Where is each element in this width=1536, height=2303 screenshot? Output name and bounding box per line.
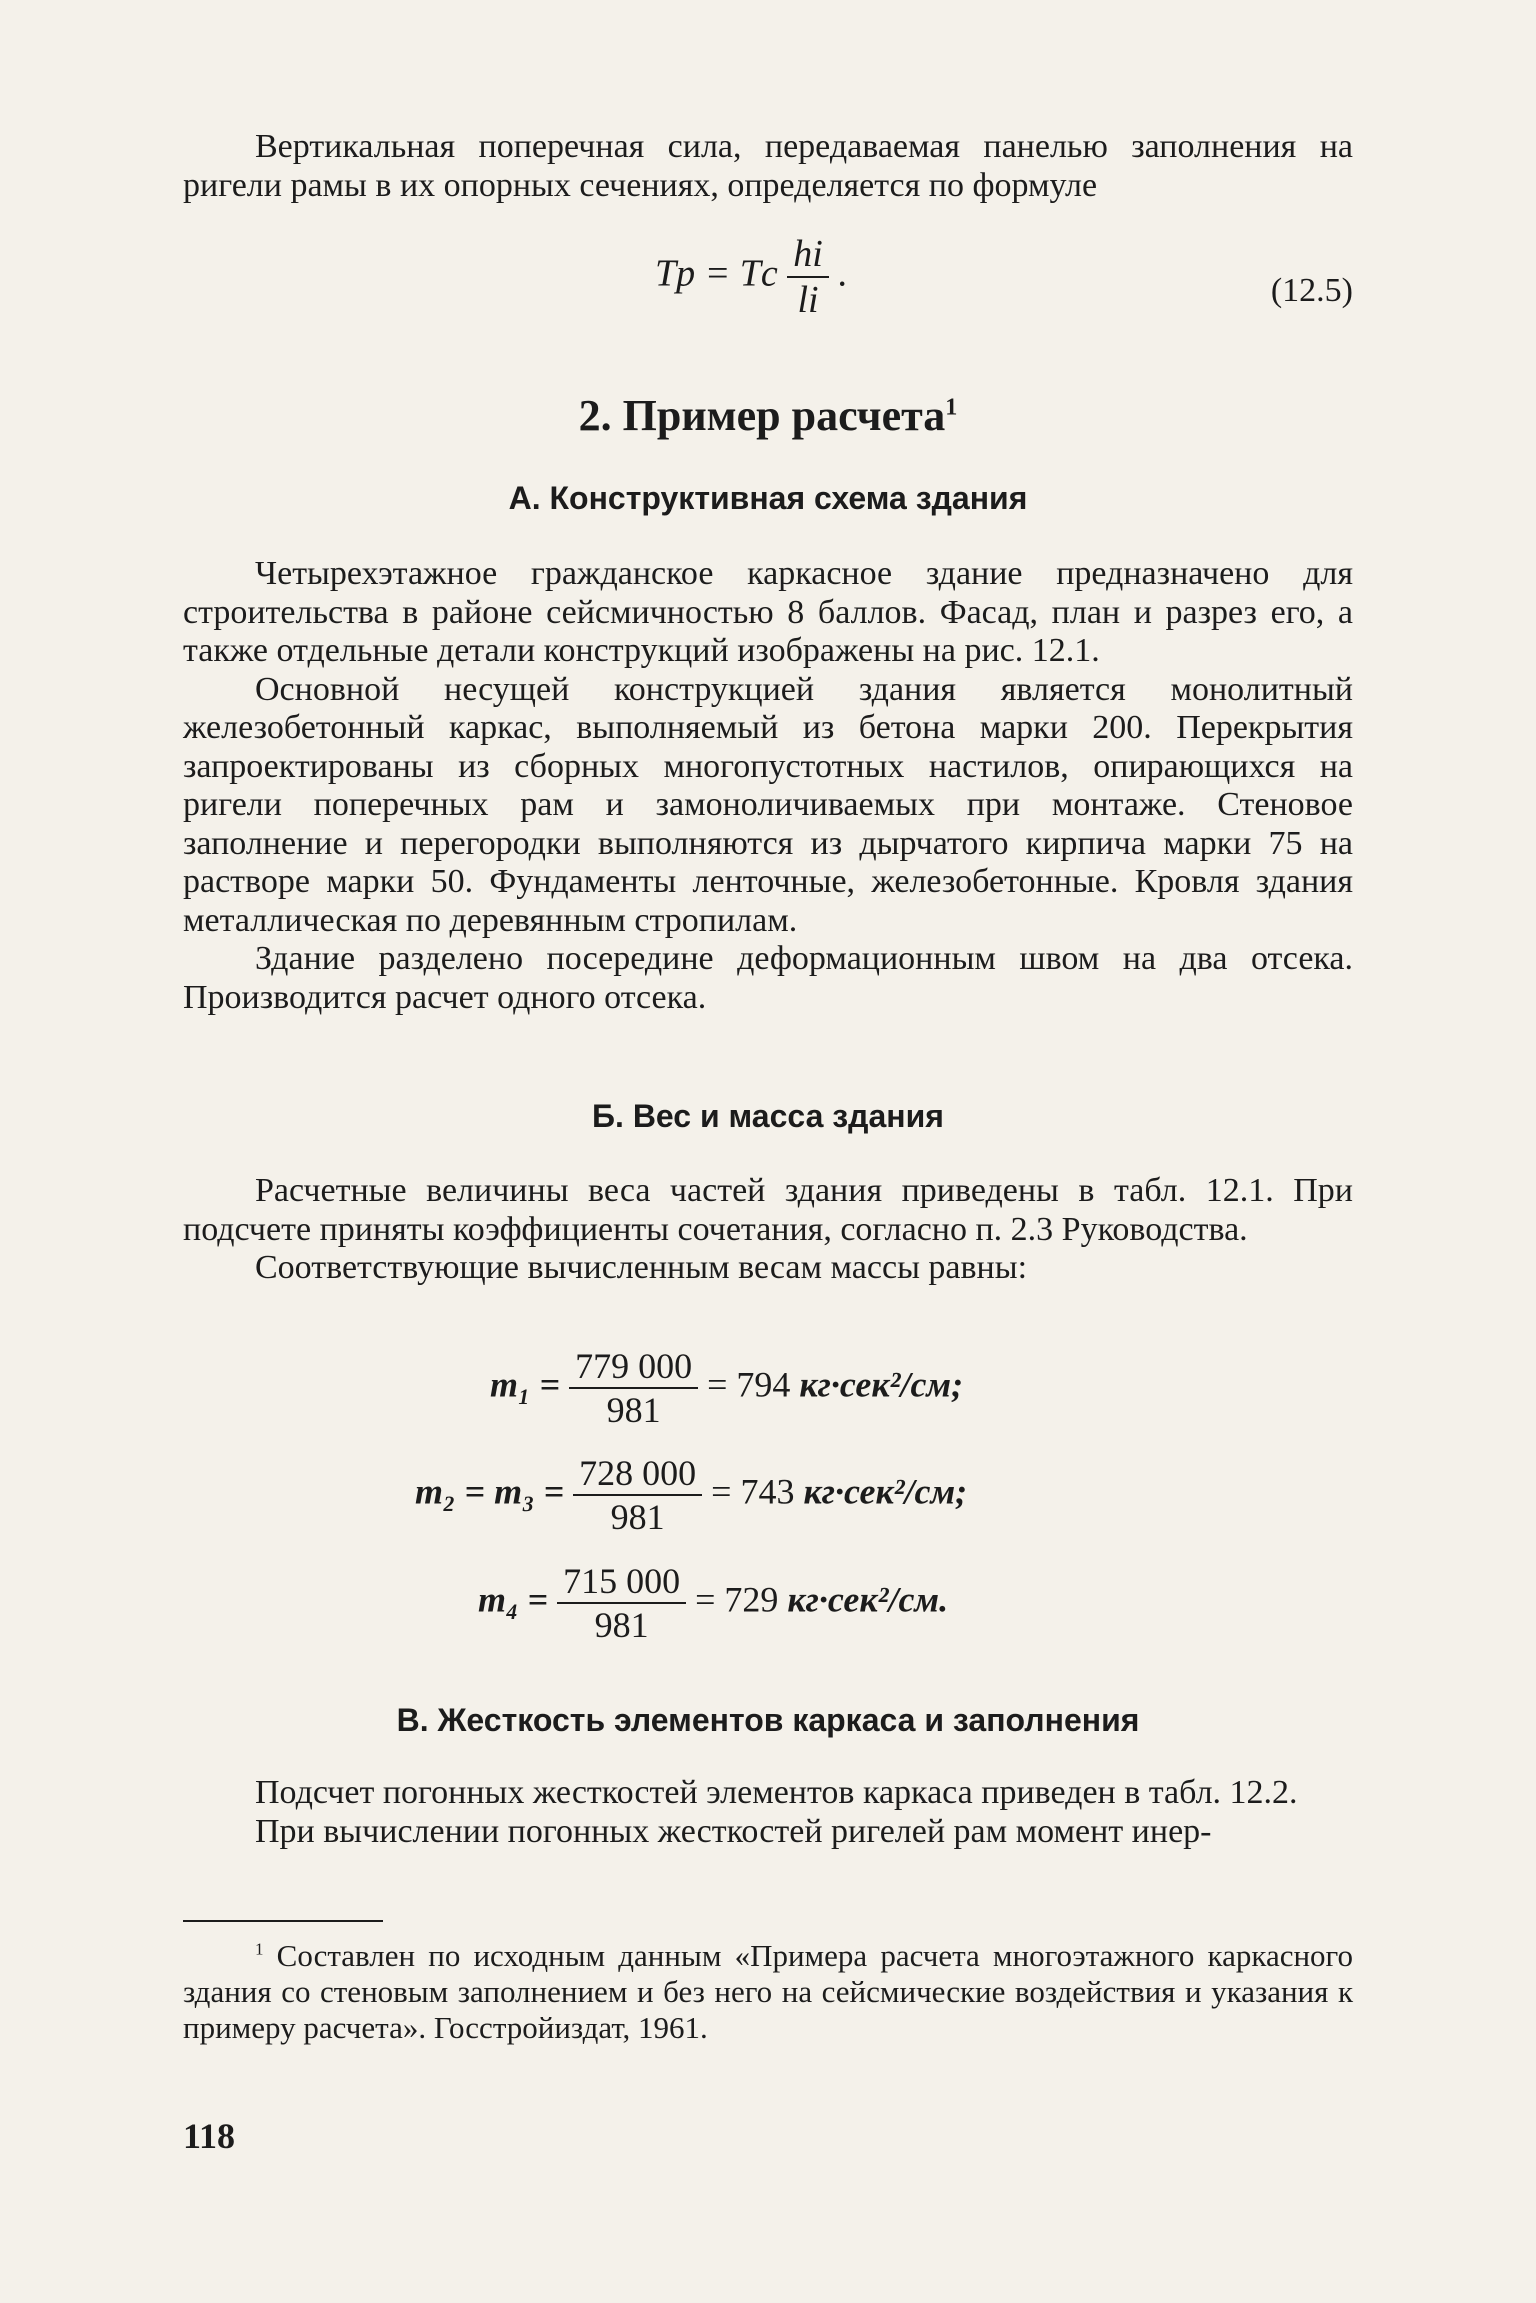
footnote-ref: 1 [945,393,958,421]
formula-fraction [787,232,829,322]
mass-3-denominator: 981 [594,1605,649,1645]
section-a-paragraph-1: Четырехэтажное гражданское каркасное здание предназначено для строительства в районе сейсмичностью 8 баллов. Фасад, план и разрез его, а также отдельные детали конструкций изображены на рис. 12.1. [183,555,1353,669]
section-v-body [183,1774,1353,1851]
formula-denominator: li [797,279,819,321]
mass-3-lhs: m₄ = [478,1579,549,1620]
mass-3-numerator: 715 000 [557,1560,686,1604]
section-title [183,390,1353,441]
footnote-paragraph [183,1938,1353,2046]
formula-12-5 [655,232,848,322]
mass-2-denominator: 981 [610,1497,665,1537]
section-v-paragraph-1: Подсчет погонных жесткостей элементов каркаса приведен в табл. 12.2. [255,1774,1298,1811]
heading-b: Б. Вес и масса здания [592,1098,944,1134]
section-a-paragraph-2: Основной несущей конструкцией здания является монолитный железобетонный каркас, выполняемый из бетона марки 200. Перекрытия запроектированы из сборных многопустотных настилов, опирающихся на ригели поперечных рам и замоноличиваемых при монтаже. Стеновое заполнение и перегородки выполняются из дырчатого кирпича марки 75 на растворе марки 50. Фундаменты ленточные, железобетонные. Кровля здания металлическая по деревянным стропилам. [183,670,1353,939]
footnote-text: Составлен по исходным данным «Примера расчета многоэтажного каркасного здания со стеновым заполнением и без него на сейсмические воздействия и указания к примеру расчета». Госстройиздат, 1961. [183,1938,1353,2045]
mass-1-unit: кг·сек²/см; [799,1364,964,1405]
heading-a: А. Конструктивная схема здания [508,480,1028,516]
mass-2-unit: кг·сек²/см; [803,1471,968,1512]
section-b-paragraph-2: Соответствующие вычисленным весам массы равны: [255,1249,1028,1286]
mass-3-fraction [557,1560,686,1646]
section-title-text: 2. Пример расчета [578,391,946,440]
footnote-divider [183,1920,383,1922]
mass-equation-3 [478,1560,948,1646]
section-b-paragraph-1: Расчетные величины веса частей здания приведены в табл. 12.1. При подсчете приняты коэффициенты сочетания, согласно п. 2.3 Руководства. [183,1172,1353,1248]
formula-lhs: Tр = Tс [655,252,778,295]
mass-1-result: = 794 [707,1364,791,1405]
footnote-mark: 1 [255,1939,264,1959]
section-a-paragraph-3: Здание разделено посередине деформационным швом на два отсека. Производится расчет одного отсека. [183,940,1353,1016]
mass-3-unit: кг·сек²/см. [787,1579,949,1620]
mass-1-denominator: 981 [606,1390,661,1430]
mass-1-lhs: m₁ = [490,1364,561,1405]
mass-2-numerator: 728 000 [573,1452,702,1496]
mass-3-result: = 729 [695,1579,779,1620]
mass-2-result: = 743 [711,1471,795,1512]
section-v-paragraph-2: При вычислении погонных жесткостей ригелей рам момент инер- [255,1812,1212,1850]
mass-2-lhs: m₂ = m₃ = [415,1471,565,1512]
mass-equation-1 [490,1345,963,1431]
intro-block [183,128,1353,205]
mass-equation-2 [415,1452,967,1538]
section-b-body [183,1172,1353,1288]
heading-v: В. Жесткость элементов каркаса и заполнения [396,1702,1140,1738]
mass-1-fraction [569,1345,698,1431]
footnote [183,1938,1353,2046]
formula-number: (12.5) [1270,272,1353,309]
section-a-body [183,555,1353,1017]
mass-2-fraction [573,1452,702,1538]
formula-numerator: hi [787,232,829,278]
page-number: 118 [183,2116,236,2156]
intro-paragraph: Вертикальная поперечная сила, передаваемая панелью заполнения на ригели рамы в их опорных сечениях, определяется по формуле [183,128,1353,204]
mass-1-numerator: 779 000 [569,1345,698,1389]
formula-tail: . [838,252,848,295]
